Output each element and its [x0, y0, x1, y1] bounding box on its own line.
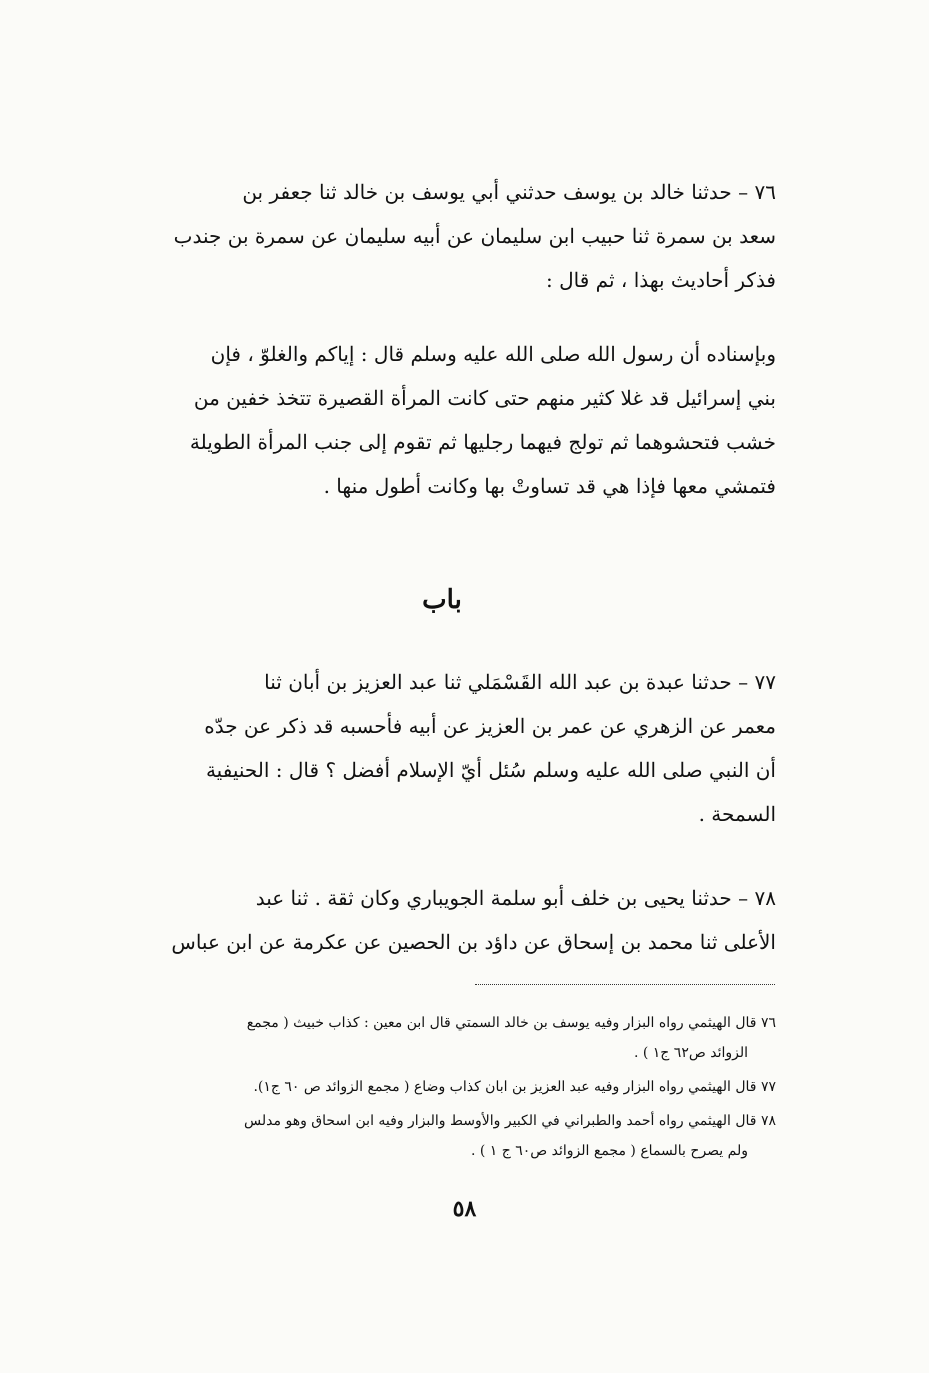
footnote-78-line-1: ٧٨ قال الهيثمي رواه أحمد والطبراني في الكبير والأوسط والبزار وفيه ابن اسحاق وهو مدلس [244, 1113, 776, 1129]
footnote-77-line-1: ٧٧ قال الهيثمي رواه البزار وفيه عبد العزيز بن ابان كذاب وضاع ( مجمع الزوائد ص ٦٠ ج١). [253, 1079, 776, 1095]
footnote-76-line-2: الزوائد ص٦٢ ج١ ) . [633, 1045, 748, 1061]
hadith-78 [108, 876, 776, 964]
hadith-76-line-3: فذكر أحاديث بهذا ، ثم قال : [546, 268, 776, 292]
footnote-separator [475, 984, 775, 985]
hadith-76-matn [108, 332, 776, 508]
footnote-78 [108, 1106, 776, 1166]
chapter-title: باب [422, 585, 462, 615]
hadith-77 [108, 660, 776, 836]
hadith-78-line-2: الأعلى ثنا محمد بن إسحاق عن داؤد بن الحصين عن عكرمة عن ابن عباس [171, 930, 776, 954]
hadith-77-line-3: أن النبي صلى الله عليه وسلم سُئل أيّ الإسلام أفضل ؟ قال : الحنيفية [205, 758, 776, 782]
page-body [108, 170, 776, 964]
hadith-76 [108, 170, 776, 302]
hadith-77-line-2: معمر عن الزهري عن عمر بن العزيز عن أبيه فأحسبه قد ذكر عن جدّه [204, 714, 776, 738]
hadith-78-line-1: ٧٨ – حدثنا يحيى بن خلف أبو سلمة الجويباري وكان ثقة . ثنا عبد [255, 886, 776, 910]
page-number: ٥٨ [452, 1196, 477, 1222]
hadith-76-matn-line-1: وبإسناده أن رسول الله صلى الله عليه وسلم قال : إياكم والغلوّ ، فإن [210, 342, 776, 366]
hadith-76-line-1: ٧٦ – حدثنا خالد بن يوسف حدثني أبي يوسف بن خالد ثنا جعفر بن [242, 180, 776, 204]
hadith-76-line-2: سعد بن سمرة ثنا حبيب ابن سليمان عن أبيه سليمان عن سمرة بن جندب [173, 224, 776, 248]
footnote-78-line-2: ولم يصرح بالسماع ( مجمع الزوائد ص٦٠ ج ١ ) . [470, 1143, 748, 1159]
footnote-76-line-1: ٧٦ قال الهيثمي رواه البزار وفيه يوسف بن خالد السمتي قال ابن معين : كذاب خبيث ( مجمع [246, 1015, 776, 1031]
hadith-76-matn-line-4: فتمشي معها فإذا هي قد تساوتْ بها وكانت أطول منها . [323, 474, 776, 498]
footnote-76 [108, 1008, 776, 1068]
footnotes [108, 1008, 776, 1170]
hadith-76-matn-line-3: خشب فتحشوهما ثم تولج فيهما رجليها ثم تقوم إلى جنب المرأة الطويلة [189, 430, 776, 454]
footnote-77 [108, 1072, 776, 1102]
hadith-76-matn-line-2: بني إسرائيل قد غلا كثير منهم حتى كانت المرأة القصيرة تتخذ خفين من [193, 386, 776, 410]
hadith-77-line-4: السمحة . [698, 802, 776, 826]
hadith-77-line-1: ٧٧ – حدثنا عبدة بن عبد الله القَسْمَلي ثنا عبد العزيز بن أبان ثنا [264, 670, 776, 694]
